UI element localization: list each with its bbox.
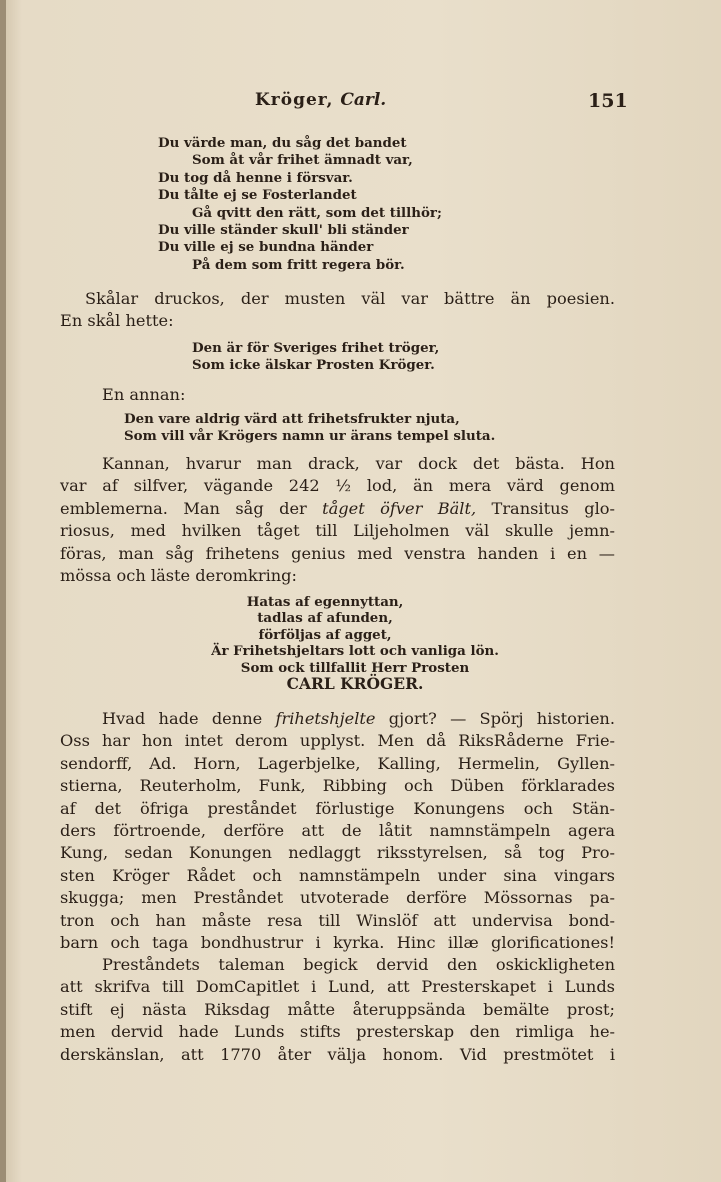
paragraph-another [60, 384, 615, 406]
text-line: stierna, Reuterholm, Funk, Ribbing och Düben förklarades [60, 776, 615, 796]
text-line [60, 498, 615, 520]
paragraph-synod [60, 954, 615, 1066]
inscription-line: förföljas af agget, [258, 626, 392, 643]
text-line: En annan: [102, 385, 186, 404]
text-fragment: emblemerna. Man såg der [60, 498, 307, 518]
text-line [60, 708, 615, 730]
verse-line: Du värde man, du såg det bandet [158, 135, 407, 151]
italic-phrase: tåget öfver Bält, [322, 498, 477, 518]
inscription-line: CARL KRÖGER. [286, 674, 424, 694]
verse-line: Som icke älskar Prosten Kröger. [192, 357, 435, 374]
inscription-line: tadlas af afunden, [257, 610, 393, 627]
text-line: En skål hette: [60, 311, 174, 331]
running-given-name: Carl. [340, 90, 387, 110]
text-line: riosus, med hvilken tåget till Liljeholmen väl skulle jemn- [60, 521, 615, 541]
poem-stanza [158, 135, 442, 274]
running-surname: Kröger, [255, 90, 334, 110]
text-line: ders förtroende, derföre att de låtit namnstämpeln agera [60, 821, 615, 841]
inscription-line: Är Frihetshjeltars lott och vanliga lön. [211, 643, 499, 660]
verse-line: Den vare aldrig värd att frihetsfrukter njuta, [124, 411, 460, 427]
text-line: skugga; men Preståndet utvoterade derföre Mössornas pa- [60, 888, 615, 908]
paragraph-toasts [60, 288, 615, 333]
text-line: stift ej nästa Riksdag måtte återuppsända bemälte prost; [60, 999, 615, 1019]
text-line: tron och han måste resa till Winslöf att undervisa bond- [60, 910, 615, 930]
running-header [0, 90, 721, 114]
toast-verse-1 [192, 340, 439, 375]
tankard-inscription [120, 594, 590, 692]
text-line: men dervid hade Lunds stifts presterskap den rimliga he- [60, 1022, 615, 1042]
italic-phrase: frihetshjelte [275, 709, 376, 728]
page-number: 151 [588, 90, 628, 112]
verse-line: På dem som fritt regera bör. [192, 256, 405, 273]
text-line: barn och taga bondhustrur i kyrka. Hinc illæ glorificationes! [60, 933, 615, 953]
text-line: föras, man såg frihetens genius med venstra handen i en — [60, 543, 615, 563]
text-fragment: Hvad hade denne [102, 709, 263, 728]
text-line: Skålar druckos, der musten väl var bättre än poesien. [85, 289, 615, 308]
text-line: af det öfriga preståndet förlustige Konungens och Stän- [60, 798, 615, 818]
verse-line: Du ville ej se bundna händer [158, 239, 374, 256]
paragraph-tankard [60, 453, 615, 587]
verse-line: Du tog då henne i försvar. [158, 169, 353, 186]
text-line: att skrifva till DomCapitlet i Lund, att Presterskapet i Lunds [60, 977, 615, 997]
verse-line: Du ville ständer skull' bli ständer [158, 222, 409, 239]
verse-line: Gå qvitt den rätt, som det tillhör; [192, 204, 442, 221]
paragraph-history [60, 708, 615, 954]
inscription-line: Hatas af egennyttan, [246, 594, 404, 610]
text-line: sten Kröger Rådet och namnstämpeln under sina vingars [60, 865, 615, 885]
toast-verse-2 [124, 411, 495, 446]
verse-line: Som åt vår frihet ämnadt var, [192, 152, 413, 169]
text-fragment: gjort? — Spörj historien. [388, 709, 615, 728]
verse-line: Du tålte ej se Fosterlandet [158, 187, 357, 204]
text-line: sendorff, Ad. Horn, Lagerbjelke, Kalling, Hermelin, Gyllen- [60, 753, 615, 773]
text-line: Kannan, hvarur man drack, var dock det bästa. Hon [102, 454, 615, 473]
text-fragment: Transitus glo- [491, 498, 615, 518]
verse-line: Den är för Sveriges frihet tröger, [192, 340, 440, 356]
page-spine-shadow [0, 0, 6, 1182]
text-line: Preståndets taleman begick dervid den oskickligheten [102, 955, 615, 974]
text-line: Oss har hon intet derom upplyst. Men då RiksRåderne Frie- [60, 731, 615, 751]
text-line: mössa och läste deromkring: [60, 566, 297, 586]
running-title [255, 90, 386, 110]
verse-line: Som vill vår Krögers namn ur ärans tempel sluta. [124, 428, 496, 445]
text-line: Kung, sedan Konungen nedlaggt riksstyrelsen, så tog Pro- [60, 843, 615, 863]
inscription-line: Som ock tillfallit Herr Prosten [240, 659, 470, 676]
text-line: var af silfver, vägande 242 ½ lod, än mera värd genom [60, 476, 615, 496]
text-line: derskänslan, att 1770 åter välja honom. Vid prestmötet i [60, 1044, 615, 1064]
